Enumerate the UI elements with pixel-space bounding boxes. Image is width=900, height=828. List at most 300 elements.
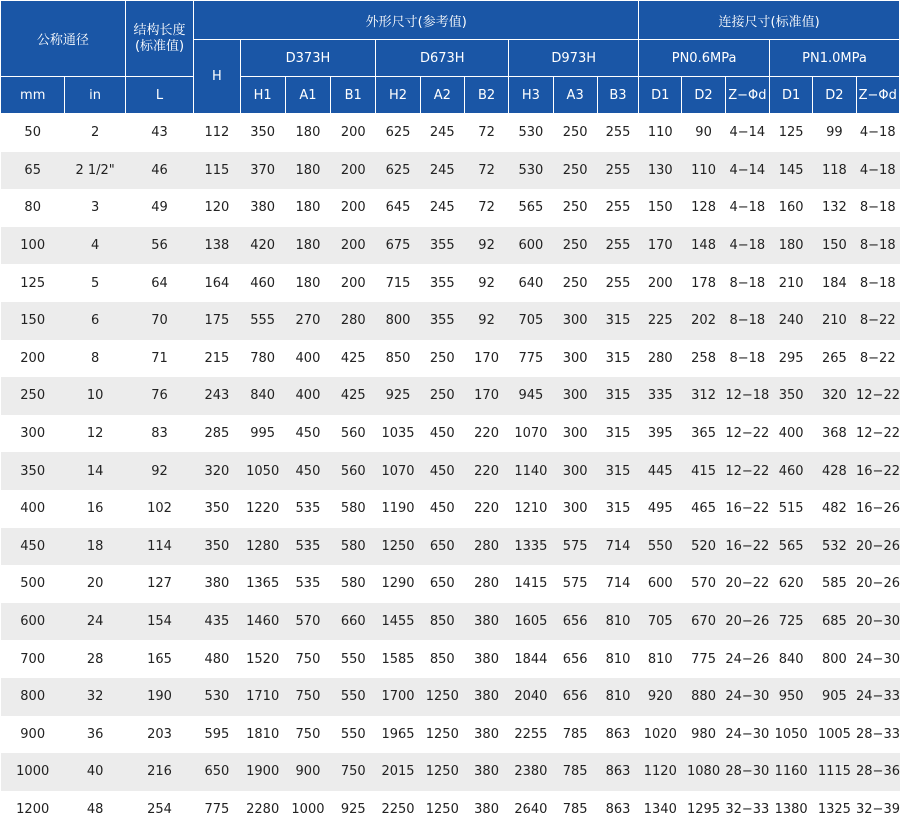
cell-D2-pn10: 1005 — [813, 716, 856, 754]
cell-D1-pn06: 600 — [639, 565, 682, 603]
cell-H1: 1050 — [240, 452, 285, 490]
cell-in: 16 — [65, 490, 125, 528]
cell-H: 112 — [194, 114, 240, 152]
cell-L: 92 — [125, 452, 193, 490]
cell-B2: 380 — [464, 640, 508, 678]
cell-B2: 220 — [464, 490, 508, 528]
cell-H3: 2255 — [509, 716, 553, 754]
cell-in: 20 — [65, 565, 125, 603]
cell-H1: 1520 — [240, 640, 285, 678]
cell-B3: 863 — [597, 791, 638, 828]
cell-D1-pn06: 335 — [639, 377, 682, 415]
header-B2: B2 — [464, 77, 508, 114]
table-row — [1, 227, 900, 265]
cell-D2-pn10: 532 — [813, 528, 856, 566]
cell-Zd-pn10: 8−18 — [856, 264, 899, 302]
cell-in: 4 — [65, 227, 125, 265]
cell-D1-pn10: 460 — [769, 452, 812, 490]
table-row — [1, 302, 900, 340]
cell-A3: 250 — [553, 189, 597, 227]
cell-B3: 714 — [597, 528, 638, 566]
header-H: H — [194, 40, 240, 114]
header-nominal-diameter: 公称通径 — [1, 1, 126, 77]
cell-A1: 570 — [285, 603, 330, 641]
cell-H: 480 — [194, 640, 240, 678]
header-D2-pn10: D2 — [813, 77, 856, 114]
cell-H3: 705 — [509, 302, 553, 340]
cell-in: 18 — [65, 528, 125, 566]
cell-A2: 245 — [420, 114, 464, 152]
cell-in: 2 1/2" — [65, 152, 125, 190]
cell-D2-pn06: 365 — [682, 415, 725, 453]
cell-D2-pn10: 482 — [813, 490, 856, 528]
cell-B3: 255 — [597, 189, 638, 227]
cell-Zd-pn06: 20−26 — [725, 603, 769, 641]
table-row — [1, 791, 900, 828]
cell-H2: 850 — [376, 340, 420, 378]
cell-mm: 50 — [1, 114, 65, 152]
cell-B1: 580 — [331, 528, 376, 566]
table-row — [1, 753, 900, 791]
cell-mm: 1000 — [1, 753, 65, 791]
cell-D2-pn10: 368 — [813, 415, 856, 453]
cell-H3: 1140 — [509, 452, 553, 490]
cell-H3: 530 — [509, 114, 553, 152]
table-row — [1, 603, 900, 641]
cell-mm: 1200 — [1, 791, 65, 828]
cell-D2-pn06: 1295 — [682, 791, 725, 828]
cell-H: 164 — [194, 264, 240, 302]
cell-A3: 575 — [553, 528, 597, 566]
cell-D1-pn10: 145 — [769, 152, 812, 190]
cell-D1-pn06: 1120 — [639, 753, 682, 791]
cell-A1: 180 — [285, 264, 330, 302]
cell-A3: 300 — [553, 415, 597, 453]
cell-A3: 300 — [553, 452, 597, 490]
cell-H: 650 — [194, 753, 240, 791]
cell-mm: 80 — [1, 189, 65, 227]
cell-L: 203 — [125, 716, 193, 754]
cell-H2: 1190 — [376, 490, 420, 528]
cell-B1: 580 — [331, 565, 376, 603]
table-row — [1, 189, 900, 227]
cell-D1-pn06: 445 — [639, 452, 682, 490]
cell-B2: 280 — [464, 565, 508, 603]
table-body — [1, 114, 900, 828]
cell-H: 243 — [194, 377, 240, 415]
cell-H: 595 — [194, 716, 240, 754]
cell-H: 285 — [194, 415, 240, 453]
cell-B1: 550 — [331, 640, 376, 678]
cell-H1: 1710 — [240, 678, 285, 716]
cell-B2: 380 — [464, 791, 508, 828]
table-row — [1, 528, 900, 566]
cell-in: 2 — [65, 114, 125, 152]
cell-L: 71 — [125, 340, 193, 378]
cell-D1-pn06: 1020 — [639, 716, 682, 754]
cell-L: 254 — [125, 791, 193, 828]
cell-Zd-pn10: 16−26 — [856, 490, 899, 528]
cell-in: 32 — [65, 678, 125, 716]
cell-H: 320 — [194, 452, 240, 490]
cell-A2: 1250 — [420, 678, 464, 716]
cell-D2-pn06: 148 — [682, 227, 725, 265]
cell-Zd-pn10: 32−39 — [856, 791, 899, 828]
cell-H1: 555 — [240, 302, 285, 340]
cell-mm: 400 — [1, 490, 65, 528]
cell-A2: 245 — [420, 189, 464, 227]
cell-A2: 355 — [420, 302, 464, 340]
cell-A1: 400 — [285, 377, 330, 415]
cell-Zd-pn10: 12−22 — [856, 377, 899, 415]
cell-mm: 500 — [1, 565, 65, 603]
cell-D2-pn06: 312 — [682, 377, 725, 415]
cell-B2: 380 — [464, 716, 508, 754]
cell-B1: 560 — [331, 452, 376, 490]
cell-H2: 925 — [376, 377, 420, 415]
cell-D2-pn06: 570 — [682, 565, 725, 603]
cell-B3: 315 — [597, 302, 638, 340]
cell-B1: 660 — [331, 603, 376, 641]
table-row — [1, 152, 900, 190]
cell-D1-pn10: 160 — [769, 189, 812, 227]
cell-H2: 1290 — [376, 565, 420, 603]
cell-H: 350 — [194, 490, 240, 528]
cell-A1: 1000 — [285, 791, 330, 828]
cell-mm: 900 — [1, 716, 65, 754]
cell-D1-pn10: 295 — [769, 340, 812, 378]
cell-B2: 280 — [464, 528, 508, 566]
cell-D1-pn06: 130 — [639, 152, 682, 190]
cell-A1: 450 — [285, 452, 330, 490]
cell-B1: 200 — [331, 189, 376, 227]
cell-H2: 1455 — [376, 603, 420, 641]
cell-H2: 1965 — [376, 716, 420, 754]
cell-Zd-pn10: 16−22 — [856, 452, 899, 490]
cell-D2-pn06: 1080 — [682, 753, 725, 791]
cell-B2: 72 — [464, 114, 508, 152]
cell-Zd-pn10: 8−18 — [856, 227, 899, 265]
cell-Zd-pn06: 16−22 — [725, 528, 769, 566]
cell-in: 3 — [65, 189, 125, 227]
cell-A1: 450 — [285, 415, 330, 453]
cell-D2-pn06: 775 — [682, 640, 725, 678]
cell-H1: 380 — [240, 189, 285, 227]
cell-A1: 180 — [285, 152, 330, 190]
cell-Zd-pn10: 8−22 — [856, 302, 899, 340]
cell-H3: 640 — [509, 264, 553, 302]
cell-in: 5 — [65, 264, 125, 302]
cell-H1: 350 — [240, 114, 285, 152]
cell-D1-pn10: 725 — [769, 603, 812, 641]
cell-H2: 625 — [376, 152, 420, 190]
cell-H1: 420 — [240, 227, 285, 265]
cell-H: 530 — [194, 678, 240, 716]
header-L: L — [125, 77, 193, 114]
cell-D2-pn06: 980 — [682, 716, 725, 754]
cell-D2-pn10: 1115 — [813, 753, 856, 791]
cell-A3: 785 — [553, 716, 597, 754]
header-H2: H2 — [376, 77, 420, 114]
cell-H3: 1605 — [509, 603, 553, 641]
cell-A1: 535 — [285, 565, 330, 603]
cell-D1-pn06: 110 — [639, 114, 682, 152]
cell-B2: 220 — [464, 415, 508, 453]
cell-H1: 840 — [240, 377, 285, 415]
cell-H1: 2280 — [240, 791, 285, 828]
cell-B1: 750 — [331, 753, 376, 791]
cell-B3: 810 — [597, 603, 638, 641]
cell-H1: 1900 — [240, 753, 285, 791]
cell-B1: 200 — [331, 264, 376, 302]
cell-B2: 170 — [464, 340, 508, 378]
cell-D1-pn10: 1380 — [769, 791, 812, 828]
cell-L: 165 — [125, 640, 193, 678]
cell-D1-pn10: 565 — [769, 528, 812, 566]
cell-in: 14 — [65, 452, 125, 490]
cell-B3: 810 — [597, 678, 638, 716]
cell-A3: 250 — [553, 264, 597, 302]
cell-A1: 270 — [285, 302, 330, 340]
cell-B1: 280 — [331, 302, 376, 340]
cell-A1: 180 — [285, 114, 330, 152]
cell-in: 6 — [65, 302, 125, 340]
header-D1-pn10: D1 — [769, 77, 812, 114]
cell-H: 435 — [194, 603, 240, 641]
cell-B1: 925 — [331, 791, 376, 828]
cell-Zd-pn06: 4−18 — [725, 227, 769, 265]
cell-D1-pn06: 150 — [639, 189, 682, 227]
cell-B3: 255 — [597, 152, 638, 190]
cell-Zd-pn10: 28−36 — [856, 753, 899, 791]
cell-A2: 450 — [420, 452, 464, 490]
cell-A1: 750 — [285, 640, 330, 678]
cell-mm: 800 — [1, 678, 65, 716]
cell-H: 380 — [194, 565, 240, 603]
cell-A2: 650 — [420, 565, 464, 603]
cell-mm: 600 — [1, 603, 65, 641]
cell-D2-pn06: 465 — [682, 490, 725, 528]
cell-H2: 2015 — [376, 753, 420, 791]
cell-H: 775 — [194, 791, 240, 828]
cell-H: 215 — [194, 340, 240, 378]
cell-Zd-pn10: 12−22 — [856, 415, 899, 453]
cell-B3: 315 — [597, 340, 638, 378]
cell-D1-pn10: 1160 — [769, 753, 812, 791]
cell-D2-pn10: 685 — [813, 603, 856, 641]
header-A3: A3 — [553, 77, 597, 114]
cell-A3: 656 — [553, 678, 597, 716]
cell-L: 154 — [125, 603, 193, 641]
cell-H3: 565 — [509, 189, 553, 227]
cell-L: 76 — [125, 377, 193, 415]
cell-D2-pn10: 99 — [813, 114, 856, 152]
cell-H3: 2040 — [509, 678, 553, 716]
cell-H3: 2640 — [509, 791, 553, 828]
header-PN06: PN0.6MPa — [639, 40, 770, 77]
cell-D2-pn10: 265 — [813, 340, 856, 378]
table-row — [1, 565, 900, 603]
cell-H3: 1844 — [509, 640, 553, 678]
cell-H3: 1070 — [509, 415, 553, 453]
cell-Zd-pn06: 12−22 — [725, 415, 769, 453]
cell-D2-pn10: 800 — [813, 640, 856, 678]
cell-L: 83 — [125, 415, 193, 453]
cell-Zd-pn10: 28−33 — [856, 716, 899, 754]
cell-D2-pn06: 415 — [682, 452, 725, 490]
cell-Zd-pn06: 32−33 — [725, 791, 769, 828]
cell-H2: 2250 — [376, 791, 420, 828]
cell-D2-pn10: 905 — [813, 678, 856, 716]
cell-A1: 180 — [285, 189, 330, 227]
cell-B2: 92 — [464, 302, 508, 340]
cell-H1: 1460 — [240, 603, 285, 641]
cell-B1: 560 — [331, 415, 376, 453]
cell-mm: 100 — [1, 227, 65, 265]
header-PN10: PN1.0MPa — [769, 40, 899, 77]
cell-D1-pn06: 550 — [639, 528, 682, 566]
table-row — [1, 452, 900, 490]
table-row — [1, 716, 900, 754]
cell-D2-pn06: 90 — [682, 114, 725, 152]
cell-A1: 535 — [285, 490, 330, 528]
header-B3: B3 — [597, 77, 638, 114]
cell-mm: 300 — [1, 415, 65, 453]
cell-H1: 1810 — [240, 716, 285, 754]
cell-B1: 580 — [331, 490, 376, 528]
table-row — [1, 640, 900, 678]
header-H3: H3 — [509, 77, 553, 114]
cell-Zd-pn10: 20−26 — [856, 565, 899, 603]
cell-L: 43 — [125, 114, 193, 152]
cell-A3: 250 — [553, 152, 597, 190]
cell-A3: 300 — [553, 340, 597, 378]
cell-H3: 530 — [509, 152, 553, 190]
cell-D1-pn10: 350 — [769, 377, 812, 415]
cell-in: 48 — [65, 791, 125, 828]
table-row — [1, 678, 900, 716]
header-D1-pn06: D1 — [639, 77, 682, 114]
cell-Zd-pn06: 12−18 — [725, 377, 769, 415]
cell-H3: 1415 — [509, 565, 553, 603]
cell-D2-pn10: 210 — [813, 302, 856, 340]
cell-D2-pn06: 202 — [682, 302, 725, 340]
cell-H3: 1335 — [509, 528, 553, 566]
cell-A1: 750 — [285, 716, 330, 754]
cell-H1: 780 — [240, 340, 285, 378]
header-outline-dimensions: 外形尺寸(参考值) — [194, 1, 639, 40]
header-Zd-pn10: Z−Φd — [856, 77, 899, 114]
cell-D1-pn06: 170 — [639, 227, 682, 265]
cell-H: 115 — [194, 152, 240, 190]
cell-L: 127 — [125, 565, 193, 603]
cell-in: 24 — [65, 603, 125, 641]
cell-A3: 575 — [553, 565, 597, 603]
cell-A2: 355 — [420, 227, 464, 265]
cell-B3: 255 — [597, 264, 638, 302]
cell-A2: 1250 — [420, 716, 464, 754]
table-row — [1, 377, 900, 415]
cell-H3: 2380 — [509, 753, 553, 791]
cell-mm: 150 — [1, 302, 65, 340]
cell-Zd-pn06: 28−30 — [725, 753, 769, 791]
cell-H2: 1070 — [376, 452, 420, 490]
cell-B3: 315 — [597, 377, 638, 415]
cell-B2: 72 — [464, 189, 508, 227]
cell-B3: 255 — [597, 227, 638, 265]
cell-mm: 450 — [1, 528, 65, 566]
cell-B3: 810 — [597, 640, 638, 678]
cell-Zd-pn10: 20−30 — [856, 603, 899, 641]
table-row — [1, 114, 900, 152]
cell-Zd-pn10: 20−26 — [856, 528, 899, 566]
cell-A1: 750 — [285, 678, 330, 716]
cell-L: 56 — [125, 227, 193, 265]
cell-B2: 380 — [464, 678, 508, 716]
cell-A3: 250 — [553, 114, 597, 152]
header-D373H: D373H — [240, 40, 376, 77]
cell-H3: 775 — [509, 340, 553, 378]
header-connection-dimensions: 连接尺寸(标准值) — [639, 1, 900, 40]
cell-mm: 700 — [1, 640, 65, 678]
cell-in: 36 — [65, 716, 125, 754]
cell-Zd-pn06: 8−18 — [725, 264, 769, 302]
cell-Zd-pn06: 20−22 — [725, 565, 769, 603]
header-mm: mm — [1, 77, 65, 114]
cell-A1: 400 — [285, 340, 330, 378]
cell-B3: 863 — [597, 716, 638, 754]
cell-D1-pn10: 840 — [769, 640, 812, 678]
cell-D2-pn10: 428 — [813, 452, 856, 490]
cell-L: 64 — [125, 264, 193, 302]
cell-D2-pn10: 184 — [813, 264, 856, 302]
cell-in: 10 — [65, 377, 125, 415]
cell-H2: 715 — [376, 264, 420, 302]
cell-D2-pn06: 178 — [682, 264, 725, 302]
cell-D1-pn10: 515 — [769, 490, 812, 528]
cell-D1-pn10: 210 — [769, 264, 812, 302]
cell-D1-pn06: 705 — [639, 603, 682, 641]
cell-B1: 550 — [331, 716, 376, 754]
cell-H3: 600 — [509, 227, 553, 265]
cell-Zd-pn10: 8−18 — [856, 189, 899, 227]
cell-B2: 170 — [464, 377, 508, 415]
cell-D2-pn10: 150 — [813, 227, 856, 265]
header-A2: A2 — [420, 77, 464, 114]
cell-D1-pn06: 920 — [639, 678, 682, 716]
cell-D2-pn06: 520 — [682, 528, 725, 566]
cell-L: 190 — [125, 678, 193, 716]
cell-A2: 650 — [420, 528, 464, 566]
cell-Zd-pn06: 8−18 — [725, 340, 769, 378]
cell-A3: 656 — [553, 603, 597, 641]
cell-B2: 72 — [464, 152, 508, 190]
header-structure-length: 结构长度 (标准值) — [125, 1, 193, 77]
cell-D1-pn10: 240 — [769, 302, 812, 340]
header-D2-pn06: D2 — [682, 77, 725, 114]
cell-D1-pn10: 950 — [769, 678, 812, 716]
header-in: in — [65, 77, 125, 114]
cell-B3: 863 — [597, 753, 638, 791]
cell-A3: 656 — [553, 640, 597, 678]
cell-H2: 625 — [376, 114, 420, 152]
cell-A2: 1250 — [420, 791, 464, 828]
header-D973H: D973H — [509, 40, 639, 77]
cell-H: 138 — [194, 227, 240, 265]
table-row — [1, 340, 900, 378]
cell-D1-pn10: 620 — [769, 565, 812, 603]
cell-B1: 425 — [331, 377, 376, 415]
